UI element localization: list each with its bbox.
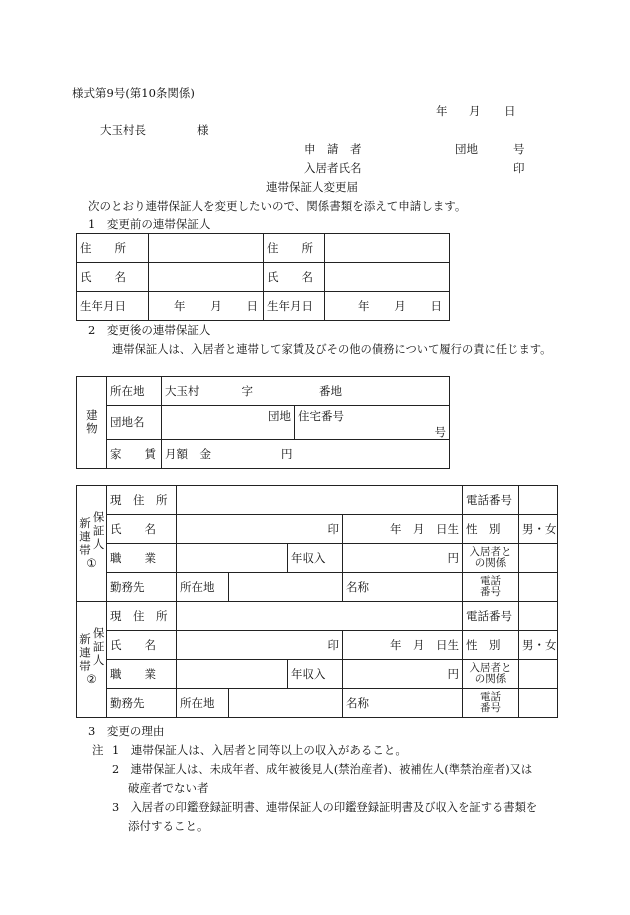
guarantor-2-label: 新連帯 保証人 ② — [77, 602, 107, 718]
pledge-text: 連帯保証人は、入居者と連帯して家賃及びその他の債務について履行の責に任じます。 — [112, 343, 552, 356]
g1-work-location-value[interactable] — [229, 573, 343, 602]
building-label: 建物 — [77, 377, 107, 469]
previous-guarantor-table — [76, 233, 450, 321]
date-day-label: 日 — [504, 104, 516, 118]
prev-birth-label-2: 生年月日 — [264, 292, 325, 321]
prev-birth-label-1: 生年月日 — [77, 292, 149, 321]
date-year-label: 年 — [436, 104, 448, 118]
prev-name-label-1: 氏 名 — [77, 263, 149, 292]
g2-sex-value[interactable]: 男・女 — [519, 631, 558, 660]
g1-relation-label: 入居者と の関係 — [463, 544, 519, 573]
guarantor-2-table — [76, 601, 558, 718]
building-table — [76, 376, 450, 469]
notes-head: 注 — [92, 743, 104, 757]
g2-job-value[interactable] — [177, 660, 288, 689]
prev-birth-value-2[interactable]: 年 月 日 — [325, 292, 450, 321]
rent-value[interactable]: 月額 金 円 — [162, 440, 450, 469]
intro-text: 次のとおり連帯保証人を変更したいので、関係書類を添えて申請します。 — [88, 199, 467, 213]
g1-income-value[interactable]: 円 — [343, 544, 463, 573]
g1-phone-value[interactable] — [519, 486, 558, 515]
g1-work-phone-value[interactable] — [519, 573, 558, 602]
g2-work-phone-value[interactable] — [519, 689, 558, 718]
g1-name-value[interactable]: 印 — [177, 515, 343, 544]
g2-job-label: 職 業 — [107, 660, 177, 689]
section3-title: 3 変更の理由 — [88, 724, 165, 738]
location-label: 所在地 — [107, 377, 162, 406]
date-month-label: 月 — [469, 104, 481, 118]
prev-name-label-2: 氏 名 — [264, 263, 325, 292]
prev-name-value-2[interactable] — [325, 263, 450, 292]
g1-income-label: 年収入 — [288, 544, 343, 573]
g1-birth-value[interactable]: 年 月 日生 — [343, 515, 463, 544]
g1-workplace-label: 勤務先 — [107, 573, 177, 602]
honorific: 様 — [197, 123, 209, 137]
section1-title: 1 変更前の連帯保証人 — [88, 217, 211, 231]
g2-address-value[interactable] — [177, 602, 463, 631]
g2-workplace-label: 勤務先 — [107, 689, 177, 718]
g1-company[interactable]: 名称 — [343, 573, 463, 602]
section2-title: 2 変更後の連帯保証人 — [88, 323, 211, 337]
guarantor-1-label: 新連帯 保証人 ① — [77, 486, 107, 602]
g2-birth-value[interactable]: 年 月 日生 — [343, 631, 463, 660]
applicant-label: 申 請 者 — [304, 142, 362, 156]
g1-work-phone-label: 電話 番号 — [463, 573, 519, 602]
g2-phone-value[interactable] — [519, 602, 558, 631]
danchi-name-value[interactable]: 団地 — [162, 406, 295, 440]
note-2a: 2 連帯保証人は、未成年者、成年被後見人(禁治産者)、被補佐人(準禁治産者)又は — [112, 763, 533, 776]
g2-phone-label: 電話番号 — [463, 602, 519, 631]
location-value[interactable]: 大玉村 字 番地 — [162, 377, 450, 406]
house-number[interactable]: 住宅番号 号 — [295, 406, 450, 440]
note-3a: 3 入居者の印鑑登録証明書、連帯保証人の印鑑登録証明書及び収入を証する書類を — [112, 801, 538, 814]
g1-job-value[interactable] — [177, 544, 288, 573]
applicant-go: 号 — [513, 142, 525, 156]
document-title: 連帯保証人変更届 — [266, 180, 358, 194]
g1-relation-value[interactable] — [519, 544, 558, 573]
prev-address-value-2[interactable] — [325, 234, 450, 263]
applicant-danchi: 団地 — [455, 142, 478, 156]
g2-address-label: 現 住 所 — [107, 602, 177, 631]
g2-income-value[interactable]: 円 — [343, 660, 463, 689]
g2-name-label: 氏 名 — [107, 631, 177, 660]
g1-address-label: 現 住 所 — [107, 486, 177, 515]
addressee: 大玉村長 — [100, 123, 146, 137]
prev-name-value-1[interactable] — [149, 263, 264, 292]
note-2b: 破産者でない者 — [128, 781, 209, 795]
guarantor-1-table — [76, 485, 558, 602]
g2-work-location-value[interactable] — [229, 689, 343, 718]
g1-sex-label: 性 別 — [463, 515, 519, 544]
g2-sex-label: 性 別 — [463, 631, 519, 660]
form-number: 様式第9号(第10条関係) — [72, 86, 195, 100]
prev-address-label-2: 住 所 — [264, 234, 325, 263]
rent-label: 家 賃 — [107, 440, 162, 469]
tenant-seal: 印 — [513, 161, 525, 175]
g2-work-phone-label: 電話 番号 — [463, 689, 519, 718]
g2-company[interactable]: 名称 — [343, 689, 463, 718]
g1-address-value[interactable] — [177, 486, 463, 515]
note-3b: 添付すること。 — [128, 819, 209, 833]
g1-work-location-label: 所在地 — [177, 573, 229, 602]
g2-income-label: 年収入 — [288, 660, 343, 689]
g1-job-label: 職 業 — [107, 544, 177, 573]
g1-phone-label: 電話番号 — [463, 486, 519, 515]
prev-birth-value-1[interactable]: 年 月 日 — [149, 292, 264, 321]
prev-address-value-1[interactable] — [149, 234, 264, 263]
g1-name-label: 氏 名 — [107, 515, 177, 544]
prev-address-label-1: 住 所 — [77, 234, 149, 263]
danchi-name-label: 団地名 — [107, 406, 162, 440]
tenant-name-label: 入居者氏名 — [304, 161, 362, 175]
g1-sex-value[interactable]: 男・女 — [519, 515, 558, 544]
note-1: 1 連帯保証人は、入居者と同等以上の収入があること。 — [112, 743, 407, 757]
g2-work-location-label: 所在地 — [177, 689, 229, 718]
g2-relation-label: 入居者と の関係 — [463, 660, 519, 689]
g2-relation-value[interactable] — [519, 660, 558, 689]
g2-name-value[interactable]: 印 — [177, 631, 343, 660]
